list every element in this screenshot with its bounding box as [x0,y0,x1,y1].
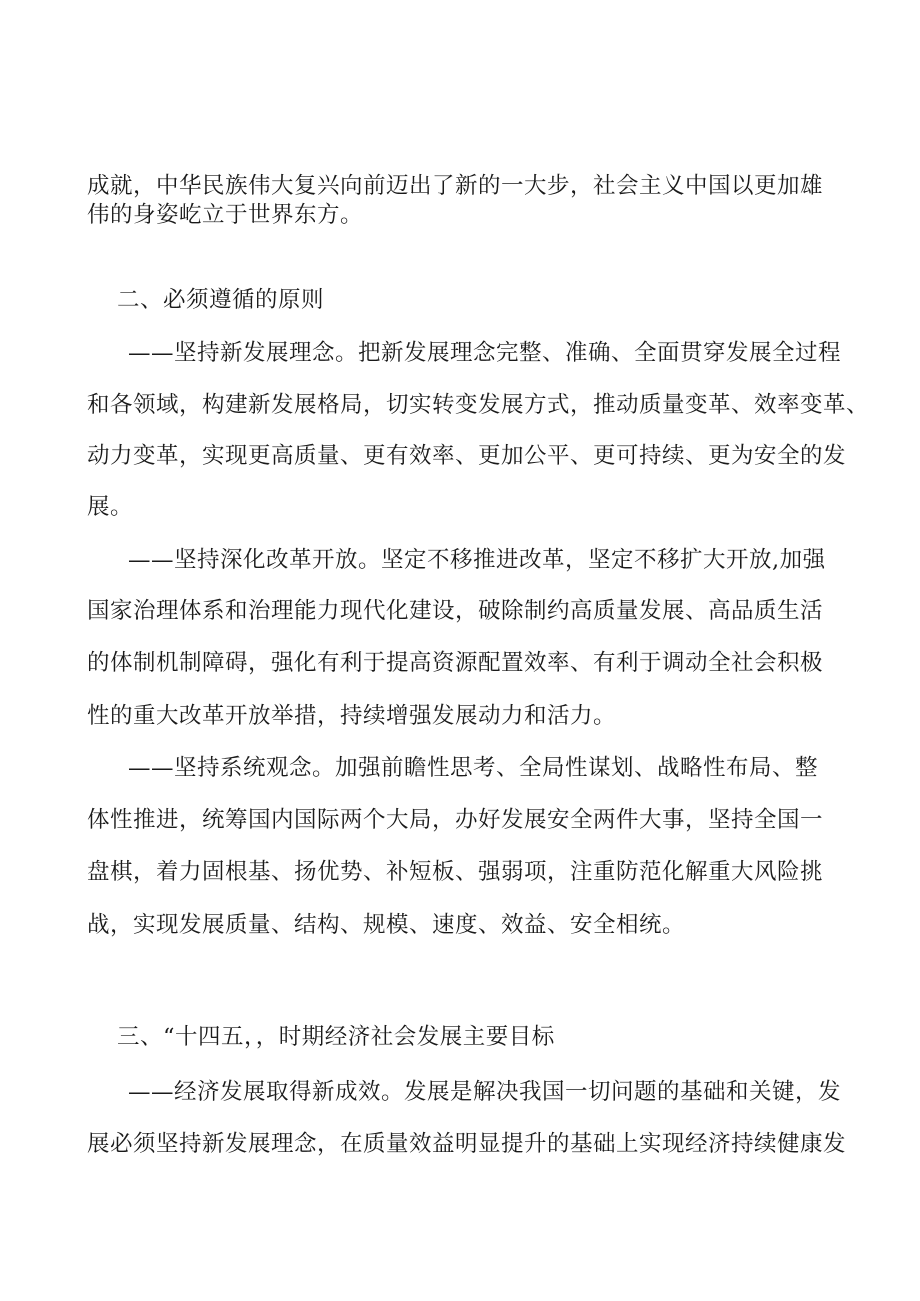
section-heading: 二、必须遵循的原则 [117,287,325,313]
paragraph-line: ——经济发展取得新成效。发展是解决我国一切问题的基础和关键，发 [128,1079,842,1105]
paragraph-line: 动力变革，实现更高质量、更有效率、更加公平、更可持续、更为安全的发 [87,443,847,469]
paragraph-line: 展。 [87,494,134,520]
paragraph-line: ——坚持深化改革开放。坚定不移推进改革，坚定不移扩大开放,加强 [128,547,826,573]
paragraph-line: ——坚持新发展理念。把新发展理念完整、准确、全面贯穿发展全过程 [128,340,842,366]
paragraph-line: 体性推进，统筹国内国际两个大局，办好发展安全两件大事，坚持全国一 [87,807,824,833]
paragraph-line: 伟的身姿屹立于世界东方。 [87,202,364,228]
paragraph-line: ——坚持系统观念。加强前瞻性思考、全局性谋划、战略性布局、整 [128,755,819,781]
paragraph-line: 展必须坚持新发展理念，在质量效益明显提升的基础上实现经济持续健康发 [87,1131,847,1157]
section-heading: 三、“十四五，，时期经济社会发展主要目标 [117,1024,555,1050]
paragraph-line: 国家治理体系和治理能力现代化建设，破除制约高质量发展、高品质生活 [87,598,824,624]
paragraph-line: 战，实现发展质量、结构、规模、速度、效益、安全相统。 [87,912,686,938]
paragraph-line: 成就，中华民族伟大复兴向前迈出了新的一大步，社会主义中国以更加雄 [87,173,824,199]
paragraph-line: 性的重大改革开放举措，持续增强发展动力和活力。 [87,703,617,729]
paragraph-line: 的体制机制障碍，强化有利于提高资源配置效率、有利于调动全社会积极 [87,650,824,676]
paragraph-line: 和各领域，构建新发展格局，切实转变发展方式，推动质量变革、效率变革、 [87,392,870,418]
paragraph-line: 盘棋，着力固根基、扬优势、补短板、强弱项，注重防范化解重大风险挑 [87,859,824,885]
